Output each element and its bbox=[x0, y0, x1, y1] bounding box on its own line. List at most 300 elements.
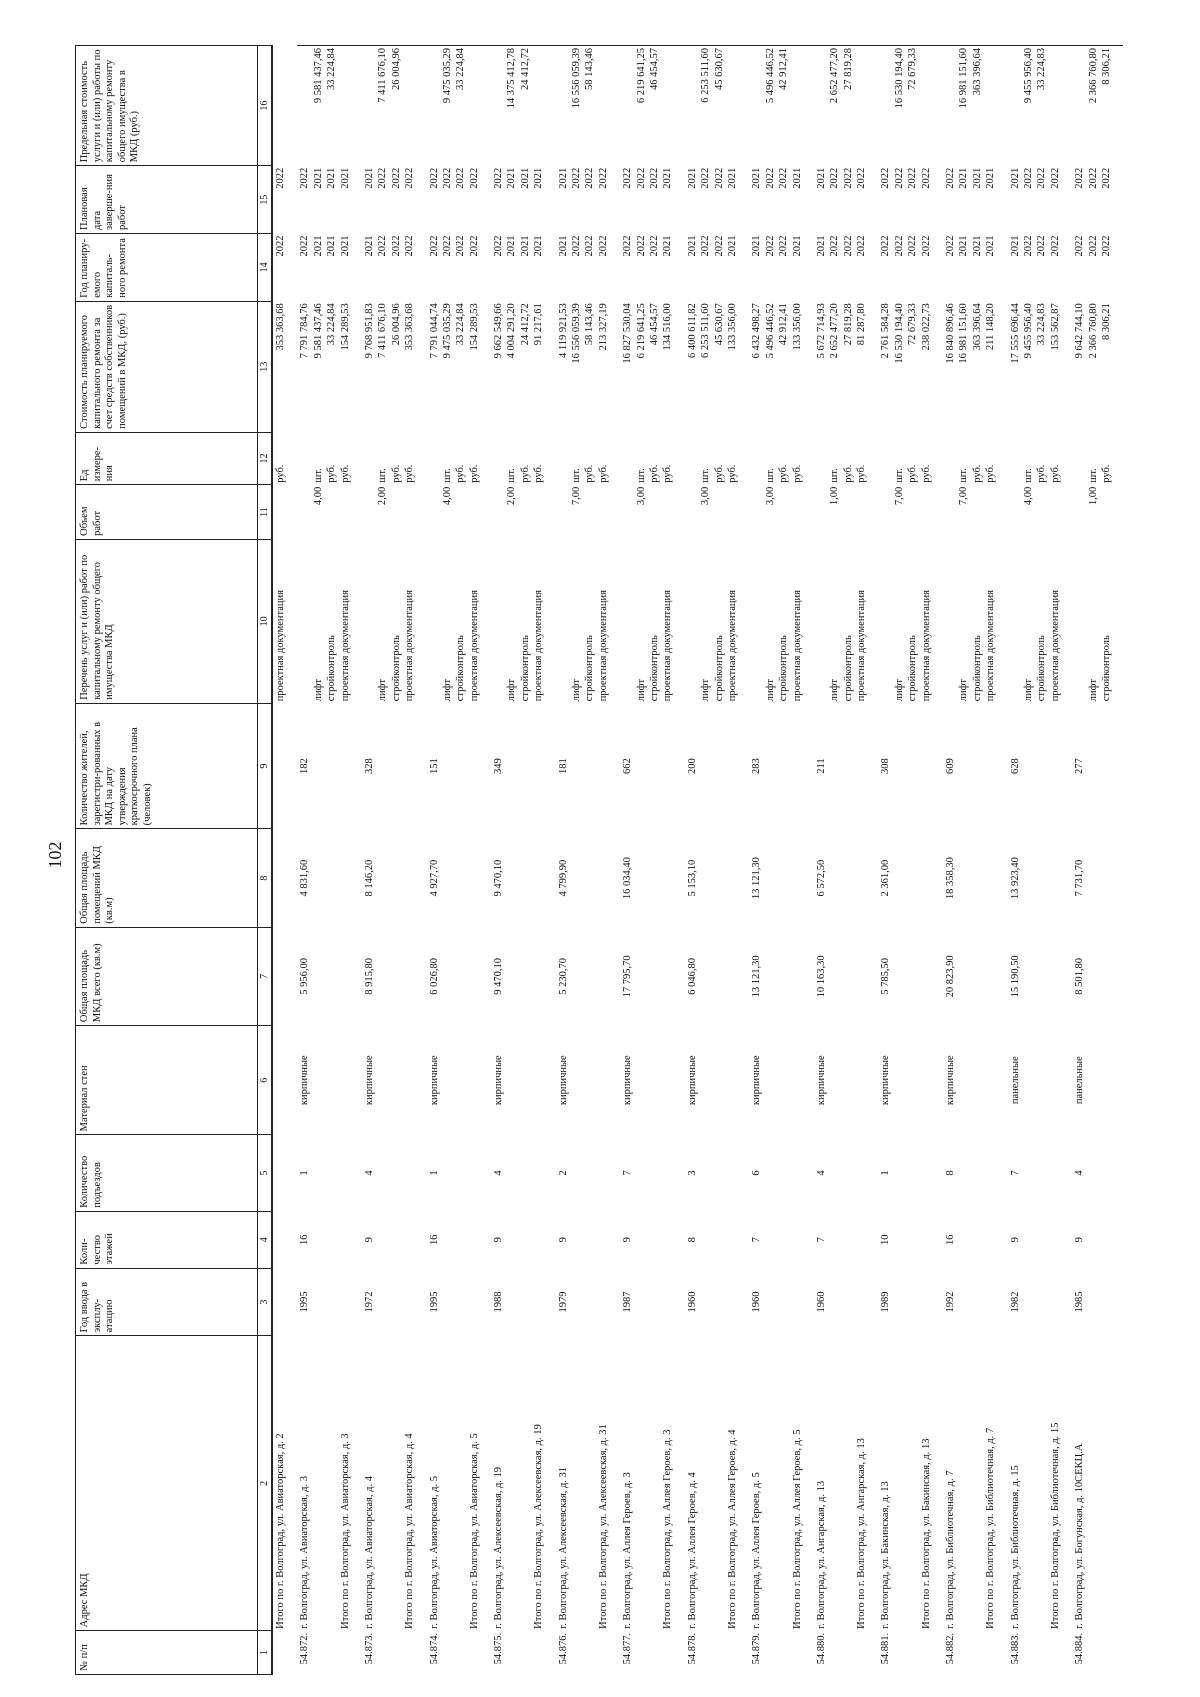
end-date-line: 2021 bbox=[662, 167, 674, 189]
repair-year-line: 2022 bbox=[1036, 235, 1048, 257]
cost-line: 6 253 511,60 bbox=[700, 303, 712, 358]
work-name-line bbox=[557, 541, 570, 701]
work-name-line: проектная документация bbox=[856, 590, 868, 702]
table-row bbox=[491, 46, 556, 1675]
limit-cost-line bbox=[621, 48, 634, 164]
repair-year-line: 2022 bbox=[377, 235, 389, 257]
residents bbox=[1008, 703, 1073, 829]
limit-cost bbox=[749, 46, 814, 166]
limit-cost-line: 33 224,84 bbox=[455, 48, 467, 90]
entrances-line: 4 bbox=[815, 1170, 827, 1176]
premises-area-line: 2 361,00 bbox=[880, 859, 892, 897]
entrances-line: 2 bbox=[557, 1170, 569, 1176]
work-name-line: стройконтроль bbox=[455, 635, 467, 702]
unit-line: руб. bbox=[390, 464, 402, 483]
address-line bbox=[1022, 1338, 1035, 1629]
end-date-line: 2022 bbox=[404, 167, 416, 189]
total-area bbox=[1008, 927, 1073, 1025]
end-date-line: 2022 bbox=[778, 167, 790, 189]
repair-year-line: 2022 bbox=[713, 235, 725, 257]
work-name-line: лифт bbox=[635, 679, 647, 702]
end-date-line: 2022 bbox=[907, 167, 919, 189]
end-date: 2022 bbox=[275, 167, 286, 189]
cost-line: 9 642 744,10 bbox=[1074, 303, 1086, 359]
residents-line: 308 bbox=[880, 758, 892, 774]
premises-area-line: 8 146,20 bbox=[363, 859, 375, 897]
repair-plan-table bbox=[75, 45, 1123, 1675]
unit-line bbox=[944, 434, 957, 482]
unit-line: шт. bbox=[312, 468, 324, 483]
limit-cost-line bbox=[791, 48, 804, 164]
limit-cost bbox=[620, 46, 685, 166]
limit-cost-line bbox=[597, 48, 610, 164]
address-line bbox=[505, 1338, 518, 1629]
work-name-line: проектная документация bbox=[1049, 590, 1061, 702]
year-built bbox=[297, 1268, 362, 1336]
limit-cost-line: 6 253 511,60 bbox=[700, 48, 712, 103]
work-name-line: лифт bbox=[1087, 679, 1099, 702]
end-date-line: 2021 bbox=[815, 167, 827, 189]
cost-line: 154 289,53 bbox=[468, 303, 480, 351]
repair-year-line: 2021 bbox=[326, 235, 338, 257]
wall-material bbox=[878, 1026, 943, 1135]
column-header: Год планиру-емого капиталь-ного ремонта bbox=[76, 234, 258, 302]
end-date-line: 2021 bbox=[985, 167, 997, 189]
end-date-line: 2022 bbox=[571, 167, 583, 189]
work-volume bbox=[749, 485, 814, 540]
premises-area-line: 9 470,10 bbox=[493, 859, 505, 897]
total-area-line: 5 956,00 bbox=[299, 958, 311, 995]
premises-area bbox=[814, 829, 879, 927]
cost-line: 16 530 194,40 bbox=[893, 303, 905, 364]
unit-line: шт. bbox=[571, 468, 583, 483]
end-date bbox=[1008, 166, 1073, 234]
end-date-line: 2021 bbox=[519, 167, 531, 189]
work-volume bbox=[878, 485, 943, 540]
cost-line: 353 363,68 bbox=[404, 303, 416, 351]
limit-cost-line: 2 366 760,80 bbox=[1087, 48, 1099, 104]
address-line: Итого по г. Волгоград, ул. Авиаторская, д. 5 bbox=[468, 1433, 480, 1629]
address-line bbox=[906, 1338, 919, 1629]
column-number: 4 bbox=[258, 1211, 273, 1268]
repair-year-line: 2022 bbox=[428, 235, 440, 257]
address bbox=[749, 1336, 814, 1631]
premises-area bbox=[362, 829, 427, 927]
total-area bbox=[556, 927, 621, 1025]
limit-cost-line: 14 375 412,78 bbox=[506, 48, 518, 109]
unit-line: руб. bbox=[856, 464, 868, 483]
unit bbox=[620, 432, 685, 484]
entrances bbox=[362, 1135, 427, 1211]
row-number bbox=[878, 1631, 943, 1675]
column-number: 3 bbox=[258, 1268, 273, 1336]
entrances bbox=[620, 1135, 685, 1211]
work-name-line bbox=[686, 541, 699, 701]
address-line bbox=[519, 1338, 532, 1629]
repair-year-line: 2022 bbox=[880, 235, 892, 257]
cost-line: 9 662 549,66 bbox=[493, 303, 505, 359]
total-area-line: 10 163,30 bbox=[815, 955, 827, 998]
repair-year bbox=[491, 234, 556, 302]
residents bbox=[814, 703, 879, 829]
limit-cost-line bbox=[920, 48, 933, 164]
limit-cost-line: 5 496 446,52 bbox=[764, 48, 776, 104]
year-built bbox=[685, 1268, 750, 1336]
repair-year-line: 2022 bbox=[390, 235, 402, 257]
residents bbox=[685, 703, 750, 829]
repair-year-line: 2022 bbox=[856, 235, 868, 257]
row-number bbox=[685, 1631, 750, 1675]
work-name-line: лифт bbox=[958, 679, 970, 702]
work-volume-line bbox=[791, 487, 804, 538]
unit bbox=[556, 432, 621, 484]
address bbox=[1072, 1336, 1123, 1631]
limit-cost bbox=[1072, 46, 1123, 166]
cost-line: 33 224,84 bbox=[455, 303, 467, 346]
unit-line: шт. bbox=[1022, 468, 1034, 483]
cost-line: 16 840 896,46 bbox=[945, 303, 957, 364]
address-line: г. Волгоград, ул. Аллея Героев, д. 5 bbox=[751, 1472, 763, 1629]
work-name-line bbox=[621, 541, 634, 701]
cost-line: 5 496 446,52 bbox=[764, 303, 776, 359]
unit-line: руб. bbox=[842, 464, 854, 483]
work-volume-line: 1,00 bbox=[1087, 486, 1099, 506]
residents-line: 277 bbox=[1074, 758, 1086, 774]
cost-line: 7 791 784,76 bbox=[299, 303, 311, 359]
end-date bbox=[556, 166, 621, 234]
entrances-line: 1 bbox=[299, 1170, 311, 1176]
end-date-line: 2021 bbox=[557, 167, 569, 189]
work-volume-line bbox=[661, 487, 674, 538]
unit-line bbox=[298, 434, 311, 482]
wall-material-line: панельные bbox=[1009, 1056, 1021, 1105]
repair-year-line: 2022 bbox=[920, 235, 932, 257]
cost-line: 134 516,00 bbox=[662, 303, 674, 351]
table-row bbox=[749, 46, 814, 1675]
limit-cost-line bbox=[1049, 48, 1062, 164]
cost bbox=[620, 301, 685, 432]
repair-year bbox=[362, 234, 427, 302]
work-name-line bbox=[879, 541, 892, 701]
cost-line: 16 981 151,60 bbox=[958, 303, 970, 364]
work-volume-line bbox=[686, 487, 699, 538]
column-header: Плановая дата заверше-ния работ bbox=[76, 166, 258, 234]
limit-cost-line bbox=[1073, 48, 1086, 164]
cost: 353 363,68 bbox=[275, 303, 286, 351]
limit-cost bbox=[556, 46, 621, 166]
repair-year bbox=[878, 234, 943, 302]
row-number-line: 54.879. bbox=[751, 1632, 763, 1665]
cost-line: 238 022,73 bbox=[920, 303, 932, 351]
repair-plan-table-wrapper bbox=[75, 45, 1185, 1675]
cost-line: 24 412,72 bbox=[519, 303, 531, 346]
end-date-line: 2021 bbox=[751, 167, 763, 189]
limit-cost-line bbox=[944, 48, 957, 164]
residents bbox=[1072, 703, 1123, 829]
cost-line: 6 219 641,25 bbox=[635, 303, 647, 359]
unit-line: руб. bbox=[726, 464, 738, 483]
wall-material-line: кирпичные bbox=[686, 1055, 698, 1106]
row-number-line: 54.881. bbox=[880, 1632, 892, 1665]
row-number-line: 54.884. bbox=[1074, 1632, 1086, 1665]
total-area-line: 8 915,80 bbox=[363, 958, 375, 995]
column-header: № п/п bbox=[76, 1631, 258, 1675]
address bbox=[1008, 1336, 1073, 1631]
repair-year-line: 2022 bbox=[622, 235, 634, 257]
address-line: Итого по г. Волгоград, ул. Аллея Героев, д. 4 bbox=[726, 1429, 738, 1629]
work-name-line: стройконтроль bbox=[842, 635, 854, 702]
work-name bbox=[878, 539, 943, 703]
address-line bbox=[648, 1338, 661, 1629]
work-volume-line bbox=[920, 487, 933, 538]
cost bbox=[1008, 301, 1073, 432]
cost-line: 9 768 951,83 bbox=[363, 303, 375, 359]
total-area bbox=[1072, 927, 1123, 1025]
wall-material-line: кирпичные bbox=[751, 1055, 763, 1106]
address-line: г. Волгоград, ул. Богунская, д. 10СЕКЦ.А bbox=[1074, 1443, 1086, 1629]
address bbox=[943, 1336, 1008, 1631]
end-date-line: 2022 bbox=[856, 167, 868, 189]
end-date-line: 2022 bbox=[1036, 167, 1048, 189]
repair-year-line: 2021 bbox=[662, 235, 674, 257]
work-name bbox=[1072, 539, 1123, 703]
end-date-line: 2022 bbox=[493, 167, 505, 189]
floors-line: 7 bbox=[751, 1237, 763, 1243]
year-built bbox=[878, 1268, 943, 1336]
work-volume-line bbox=[750, 487, 763, 538]
limit-cost-line: 8 306,21 bbox=[1100, 48, 1112, 85]
entrances-line: 3 bbox=[686, 1170, 698, 1176]
limit-cost-line bbox=[298, 48, 311, 164]
end-date-line: 2022 bbox=[441, 167, 453, 189]
unit bbox=[1008, 432, 1073, 484]
unit-line: руб. bbox=[533, 464, 545, 483]
address-line: г. Волгоград, ул. Библиотечная, д. 7 bbox=[945, 1470, 957, 1629]
work-name bbox=[427, 539, 492, 703]
unit-line: руб. bbox=[778, 464, 790, 483]
end-date bbox=[749, 166, 814, 234]
floors bbox=[362, 1211, 427, 1268]
work-volume-line bbox=[815, 487, 828, 538]
column-number: 2 bbox=[258, 1336, 273, 1631]
repair-year-line: 2022 bbox=[1100, 235, 1112, 257]
work-volume-line: 7,00 bbox=[893, 486, 905, 506]
end-date-line: 2021 bbox=[791, 167, 803, 189]
row-number bbox=[943, 1631, 1008, 1675]
work-name-line: проектная документация bbox=[533, 590, 545, 702]
limit-cost-line: 26 004,96 bbox=[390, 48, 402, 90]
end-date-line: 2021 bbox=[326, 167, 338, 189]
repair-year-line: 2021 bbox=[557, 235, 569, 257]
cost bbox=[362, 301, 427, 432]
floors-line: 9 bbox=[557, 1237, 569, 1243]
total-area-line: 8 501,80 bbox=[1074, 958, 1086, 995]
year-built bbox=[749, 1268, 814, 1336]
end-date-line: 2022 bbox=[635, 167, 647, 189]
end-date-line: 2022 bbox=[920, 167, 932, 189]
repair-year-line: 2022 bbox=[468, 235, 480, 257]
year-built bbox=[814, 1268, 879, 1336]
unit-line: руб. bbox=[971, 464, 983, 483]
work-volume-line bbox=[597, 487, 610, 538]
wall-material-line: кирпичные bbox=[299, 1055, 311, 1106]
cost-line: 58 143,46 bbox=[584, 303, 596, 346]
premises-area-line: 5 153,10 bbox=[686, 859, 698, 897]
row-number-line: 54.878. bbox=[686, 1632, 698, 1665]
unit-line: руб. bbox=[907, 464, 919, 483]
unit-line: руб. bbox=[326, 464, 338, 483]
work-volume-line: 4,00 bbox=[312, 486, 324, 506]
end-date bbox=[1072, 166, 1123, 234]
end-date-line: 2022 bbox=[1087, 167, 1099, 189]
row-number-line: 54.877. bbox=[622, 1632, 634, 1665]
address-line: Итого по г. Волгоград, ул. Библиотечная, д. 7 bbox=[985, 1427, 997, 1629]
address-line: Итого по г. Волгоград, ул. Библиотечная, д. 15 bbox=[1049, 1422, 1061, 1629]
cost-line: 33 224,83 bbox=[1036, 303, 1048, 346]
work-volume-line bbox=[648, 487, 661, 538]
premises-area-line: 4 927,70 bbox=[428, 859, 440, 897]
year-built-line: 1960 bbox=[686, 1291, 698, 1313]
total-label: Итого по г. Волгоград, ул. Авиаторская, д. 2 bbox=[275, 1433, 286, 1629]
end-date-line: 2021 bbox=[1009, 167, 1021, 189]
residents-line: 662 bbox=[622, 758, 634, 774]
work-volume-line bbox=[403, 487, 416, 538]
work-name-line: проектная документация bbox=[726, 590, 738, 702]
table-row bbox=[297, 46, 362, 1675]
residents bbox=[878, 703, 943, 829]
end-date-line: 2021 bbox=[339, 167, 351, 189]
limit-cost-line bbox=[532, 48, 545, 164]
work-name bbox=[685, 539, 750, 703]
entrances bbox=[491, 1135, 556, 1211]
work-name-line: стройконтроль bbox=[519, 635, 531, 702]
work-name-line: лифт bbox=[893, 679, 905, 702]
end-date-line: 2022 bbox=[842, 167, 854, 189]
limit-cost bbox=[491, 46, 556, 166]
wall-material-line: кирпичные bbox=[815, 1055, 827, 1106]
total-area-line: 6 026,80 bbox=[428, 958, 440, 995]
work-volume-line bbox=[1073, 487, 1086, 538]
cost-line: 45 630,67 bbox=[713, 303, 725, 346]
cost-line: 2 652 477,20 bbox=[829, 303, 841, 359]
year-built-line: 1982 bbox=[1009, 1291, 1021, 1313]
address-line bbox=[764, 1338, 777, 1629]
wall-material bbox=[556, 1026, 621, 1135]
total-area-line: 6 046,80 bbox=[686, 958, 698, 995]
repair-year-line: 2022 bbox=[493, 235, 505, 257]
residents bbox=[297, 703, 362, 829]
work-name-line: стройконтроль bbox=[778, 635, 790, 702]
column-number: 13 bbox=[258, 301, 273, 432]
limit-cost-line: 9 455 956,40 bbox=[1022, 48, 1034, 104]
cost bbox=[491, 301, 556, 432]
cost-line: 7 411 676,10 bbox=[377, 303, 389, 358]
work-name-line: стройконтроль bbox=[1036, 635, 1048, 702]
work-volume-line bbox=[726, 487, 739, 538]
cost-line: 153 562,87 bbox=[1049, 303, 1061, 351]
work-volume bbox=[427, 485, 492, 540]
end-date-line: 2022 bbox=[1074, 167, 1086, 189]
column-number: 10 bbox=[258, 539, 273, 703]
unit-line: шт. bbox=[958, 468, 970, 483]
table-row bbox=[427, 46, 492, 1675]
residents bbox=[427, 703, 492, 829]
column-header: Коли-чество этажей bbox=[76, 1211, 258, 1268]
work-volume-line bbox=[298, 487, 311, 538]
address-line bbox=[957, 1338, 970, 1629]
wall-material-line: кирпичные bbox=[622, 1055, 634, 1106]
row-number bbox=[814, 1631, 879, 1675]
unit-line: шт. bbox=[764, 468, 776, 483]
repair-year-line: 2022 bbox=[829, 235, 841, 257]
repair-year bbox=[427, 234, 492, 302]
premises-area bbox=[556, 829, 621, 927]
cost-line: 133 356,00 bbox=[791, 303, 803, 351]
cost-line: 154 289,53 bbox=[339, 303, 351, 351]
column-number: 5 bbox=[258, 1135, 273, 1211]
end-date bbox=[362, 166, 427, 234]
work-volume-line bbox=[1100, 487, 1113, 538]
repair-year-line: 2022 bbox=[441, 235, 453, 257]
column-header: Объем работ bbox=[76, 485, 258, 540]
cost-line: 27 819,28 bbox=[842, 303, 854, 346]
unit-line: руб. bbox=[1049, 464, 1061, 483]
cost-line: 6 400 611,82 bbox=[686, 303, 698, 358]
work-name-line bbox=[1009, 541, 1022, 701]
work-volume-line bbox=[984, 487, 997, 538]
wall-material bbox=[362, 1026, 427, 1135]
wall-material-line: панельные bbox=[1074, 1056, 1086, 1105]
cost-line: 7 791 044,74 bbox=[428, 303, 440, 359]
repair-year-line: 2022 bbox=[1074, 235, 1086, 257]
residents-line: 151 bbox=[428, 758, 440, 774]
limit-cost bbox=[362, 46, 427, 166]
premises-area-line: 6 572,50 bbox=[815, 859, 827, 897]
column-header: Ед измере-ния bbox=[76, 432, 258, 484]
limit-cost-line bbox=[403, 48, 416, 164]
repair-year-line: 2021 bbox=[686, 235, 698, 257]
floors-line: 7 bbox=[815, 1237, 827, 1243]
table-row bbox=[556, 46, 621, 1675]
floors bbox=[620, 1211, 685, 1268]
limit-cost bbox=[427, 46, 492, 166]
year-built-line: 1985 bbox=[1074, 1291, 1086, 1313]
total-area-line: 13 121,30 bbox=[751, 955, 763, 998]
column-header: Год ввода в эксплу-атацию bbox=[76, 1268, 258, 1336]
unit-line bbox=[428, 434, 441, 482]
limit-cost-line: 2 652 477,20 bbox=[829, 48, 841, 104]
end-date bbox=[943, 166, 1008, 234]
limit-cost-line bbox=[855, 48, 868, 164]
address-line: Итого по г. Волгоград, ул. Авиаторская, д. 4 bbox=[404, 1433, 416, 1629]
repair-year-line: 2022 bbox=[1022, 235, 1034, 257]
limit-cost-line bbox=[428, 48, 441, 164]
unit-line: руб. bbox=[791, 464, 803, 483]
address-line bbox=[893, 1338, 906, 1629]
row-number-line: 54.882. bbox=[945, 1632, 957, 1665]
work-name-line: стройконтроль bbox=[907, 635, 919, 702]
end-date-line: 2022 bbox=[1049, 167, 1061, 189]
row-number bbox=[297, 1631, 362, 1675]
address bbox=[814, 1336, 879, 1631]
address-line: г. Волгоград, ул. Алексеевская, д. 31 bbox=[557, 1466, 569, 1629]
address-line: Итого по г. Волгоград, ул. Бакинская, д. 13 bbox=[920, 1438, 932, 1629]
premises-area bbox=[1072, 829, 1123, 927]
address-line: г. Волгоград, ул. Авиаторская, д. 5 bbox=[428, 1476, 440, 1629]
unit-line: шт. bbox=[506, 468, 518, 483]
end-date-line: 2021 bbox=[312, 167, 324, 189]
unit-line: руб. bbox=[662, 464, 674, 483]
